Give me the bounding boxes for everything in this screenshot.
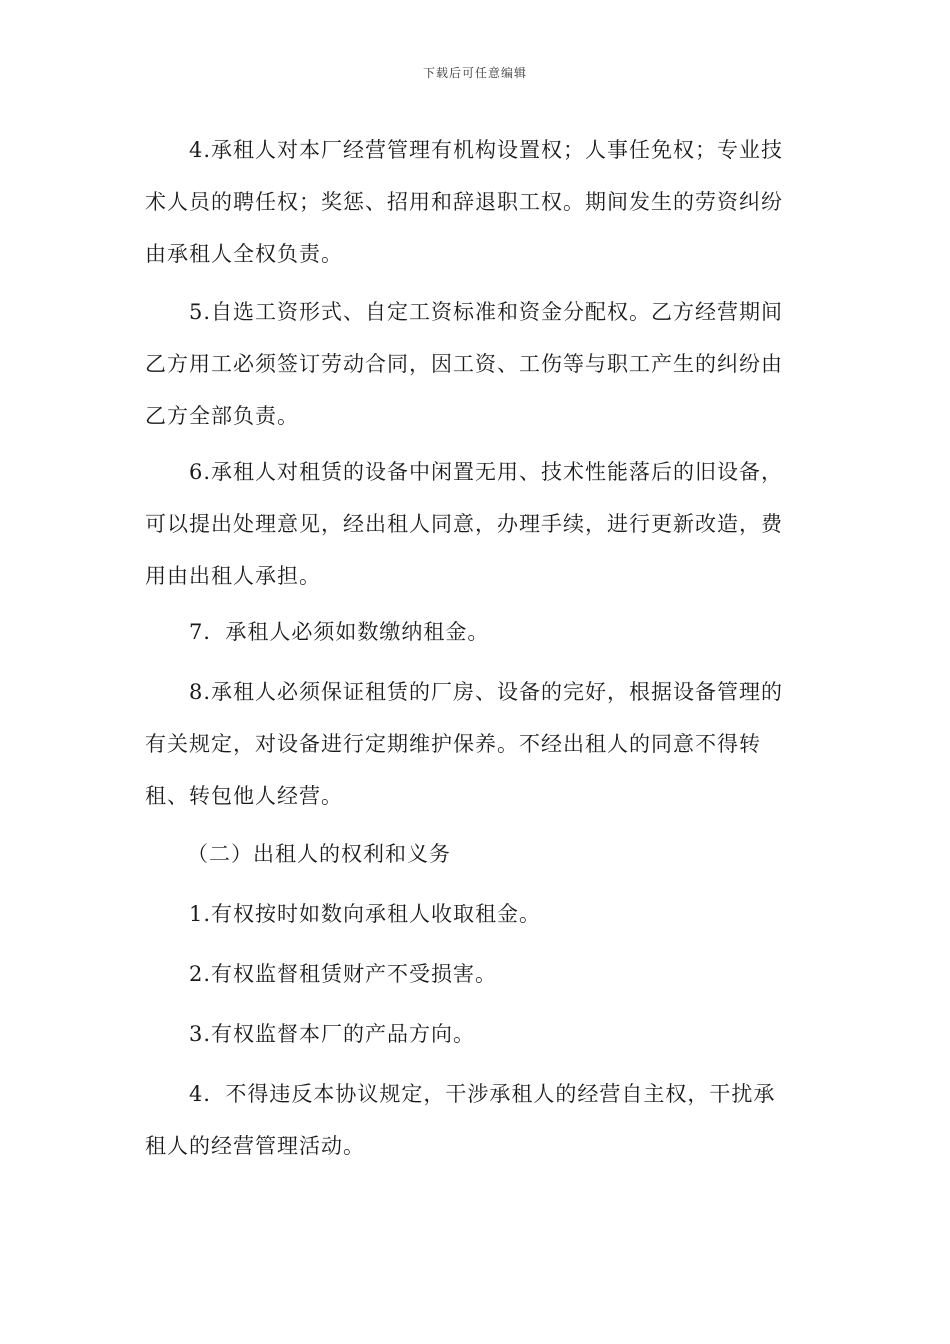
- paragraph-lessor-right-4: 4．不得违反本协议规定，干涉承租人的经营自主权，干扰承租人的经营管理活动。: [145, 1082, 776, 1158]
- section-heading-lessor-rights: （二）出租人的权利和义务: [187, 842, 451, 866]
- paragraph-lessor-right-2: 2.有权监督租赁财产不受损害。: [189, 962, 498, 986]
- page-header: 下载后可任意编辑: [422, 66, 527, 80]
- paragraph-lessee-right-4: 4.承租人对本厂经营管理有机构设置权；人事任免权；专业技术人员的聘任权；奖惩、招用和辞退职工权。期间发生的劳资纠纷由承租人全权负责。: [145, 138, 784, 266]
- paragraph-lessee-right-6: 6.承租人对租赁的设备中闲置无用、技术性能落后的旧设备，可以提出处理意见，经出租人同意，办理手续，进行更新改造，费用由出租人承担。: [145, 460, 784, 588]
- paragraph-lessee-right-5: 5.自选工资形式、自定工资标准和资金分配权。乙方经营期间乙方用工必须签订劳动合同，因工资、工伤等与职工产生的纠纷由乙方全部负责。: [145, 300, 784, 428]
- paragraph-lessee-right-7: 7．承租人必须如数缴纳租金。: [189, 620, 490, 644]
- paragraph-lessor-right-1: 1.有权按时如数向承租人收取租金。: [189, 902, 542, 926]
- paragraph-lessee-right-8: 8.承租人必须保证租赁的厂房、设备的完好，根据设备管理的有关规定，对设备进行定期维护保养。不经出租人的同意不得转租、转包他人经营。: [145, 680, 784, 808]
- paragraph-lessor-right-3: 3.有权监督本厂的产品方向。: [189, 1022, 476, 1046]
